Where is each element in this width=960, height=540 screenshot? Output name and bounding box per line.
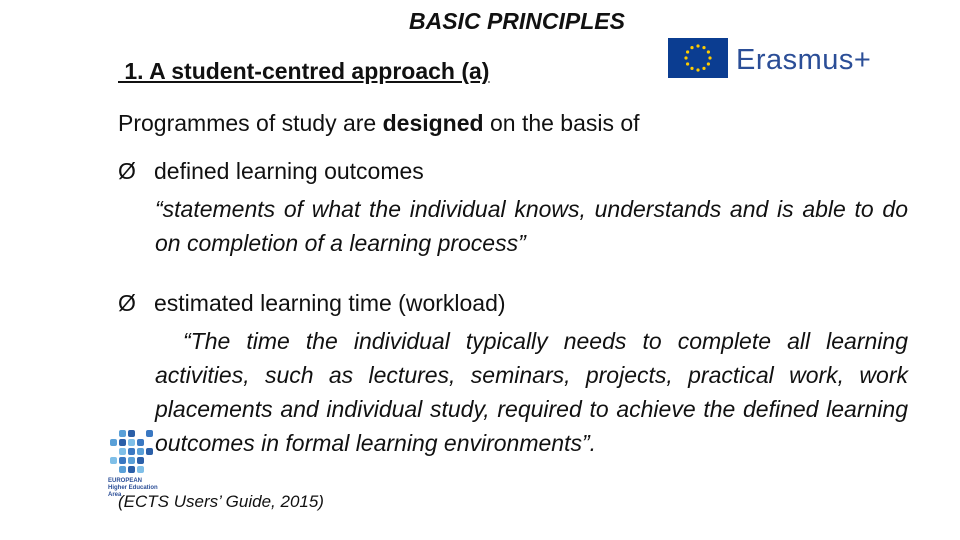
intro-prefix: Programmes of study are bbox=[118, 110, 383, 136]
ehea-puzzle-piece bbox=[137, 466, 144, 473]
ehea-puzzle-piece bbox=[119, 457, 126, 464]
ehea-puzzle-piece bbox=[110, 439, 117, 446]
ehea-puzzle-piece bbox=[119, 439, 126, 446]
section-subtitle: 1. A student-centred approach (a) bbox=[118, 58, 490, 84]
ehea-logo bbox=[108, 428, 158, 498]
ehea-puzzle-piece bbox=[119, 448, 126, 455]
ehea-puzzle-piece bbox=[110, 457, 117, 464]
eu-star-icon bbox=[702, 67, 705, 70]
ehea-puzzle-piece bbox=[137, 448, 144, 455]
ehea-puzzle-piece bbox=[128, 439, 135, 446]
ehea-puzzle-piece bbox=[128, 457, 135, 464]
arrow-bullet-icon: Ø bbox=[118, 158, 136, 184]
bullet-learning-outcomes bbox=[118, 158, 424, 185]
ehea-puzzle-piece bbox=[128, 448, 135, 455]
eu-star-icon bbox=[690, 67, 693, 70]
eu-star-icon bbox=[696, 68, 699, 71]
ehea-puzzle-piece bbox=[137, 457, 144, 464]
eu-star-icon bbox=[686, 62, 689, 65]
erasmus-logo bbox=[668, 38, 872, 82]
eu-star-icon bbox=[708, 56, 711, 59]
ehea-puzzle-piece bbox=[128, 466, 135, 473]
ehea-logo-line1: EUROPEAN bbox=[108, 478, 143, 484]
intro-suffix: on the basis of bbox=[483, 110, 640, 136]
ehea-puzzle-piece bbox=[137, 439, 144, 446]
eu-star-icon bbox=[686, 50, 689, 53]
bullet-quote: “The time the individual typically needs to complete all learning activities, such as lectures, seminars, projects, practical work, work placements and individual study, required to achieve the defined learning outcomes in formal learning environments”. bbox=[155, 328, 908, 456]
bullet-learning-time bbox=[118, 290, 506, 317]
ehea-puzzle-piece bbox=[146, 430, 153, 437]
ehea-puzzle-piece bbox=[119, 466, 126, 473]
intro-text bbox=[118, 110, 640, 137]
eu-flag-icon bbox=[668, 38, 728, 78]
citation: (ECTS Users’ Guide, 2015) bbox=[118, 492, 324, 511]
ehea-logo-line2: Higher Education Area bbox=[108, 485, 158, 498]
eu-star-icon bbox=[684, 56, 687, 59]
slide-title: BASIC PRINCIPLES bbox=[409, 8, 625, 34]
arrow-bullet-icon: Ø bbox=[118, 290, 136, 316]
intro-bold-word: designed bbox=[382, 110, 484, 136]
bullet-quote: “statements of what the individual knows, understands and is able to do on completion of a learning process” bbox=[155, 196, 908, 256]
eu-star-icon bbox=[707, 50, 710, 53]
eu-star-icon bbox=[707, 62, 710, 65]
ehea-puzzle-piece bbox=[146, 448, 153, 455]
eu-star-icon bbox=[702, 46, 705, 49]
eu-star-icon bbox=[690, 46, 693, 49]
bullet-heading: defined learning outcomes bbox=[154, 158, 424, 184]
erasmus-logo-text: Erasmus+ bbox=[736, 44, 872, 76]
ehea-puzzle-icon bbox=[108, 428, 158, 476]
eu-star-icon bbox=[696, 44, 699, 47]
bullet-heading: estimated learning time (workload) bbox=[154, 290, 506, 316]
ehea-puzzle-piece bbox=[119, 430, 126, 437]
ehea-puzzle-piece bbox=[128, 430, 135, 437]
